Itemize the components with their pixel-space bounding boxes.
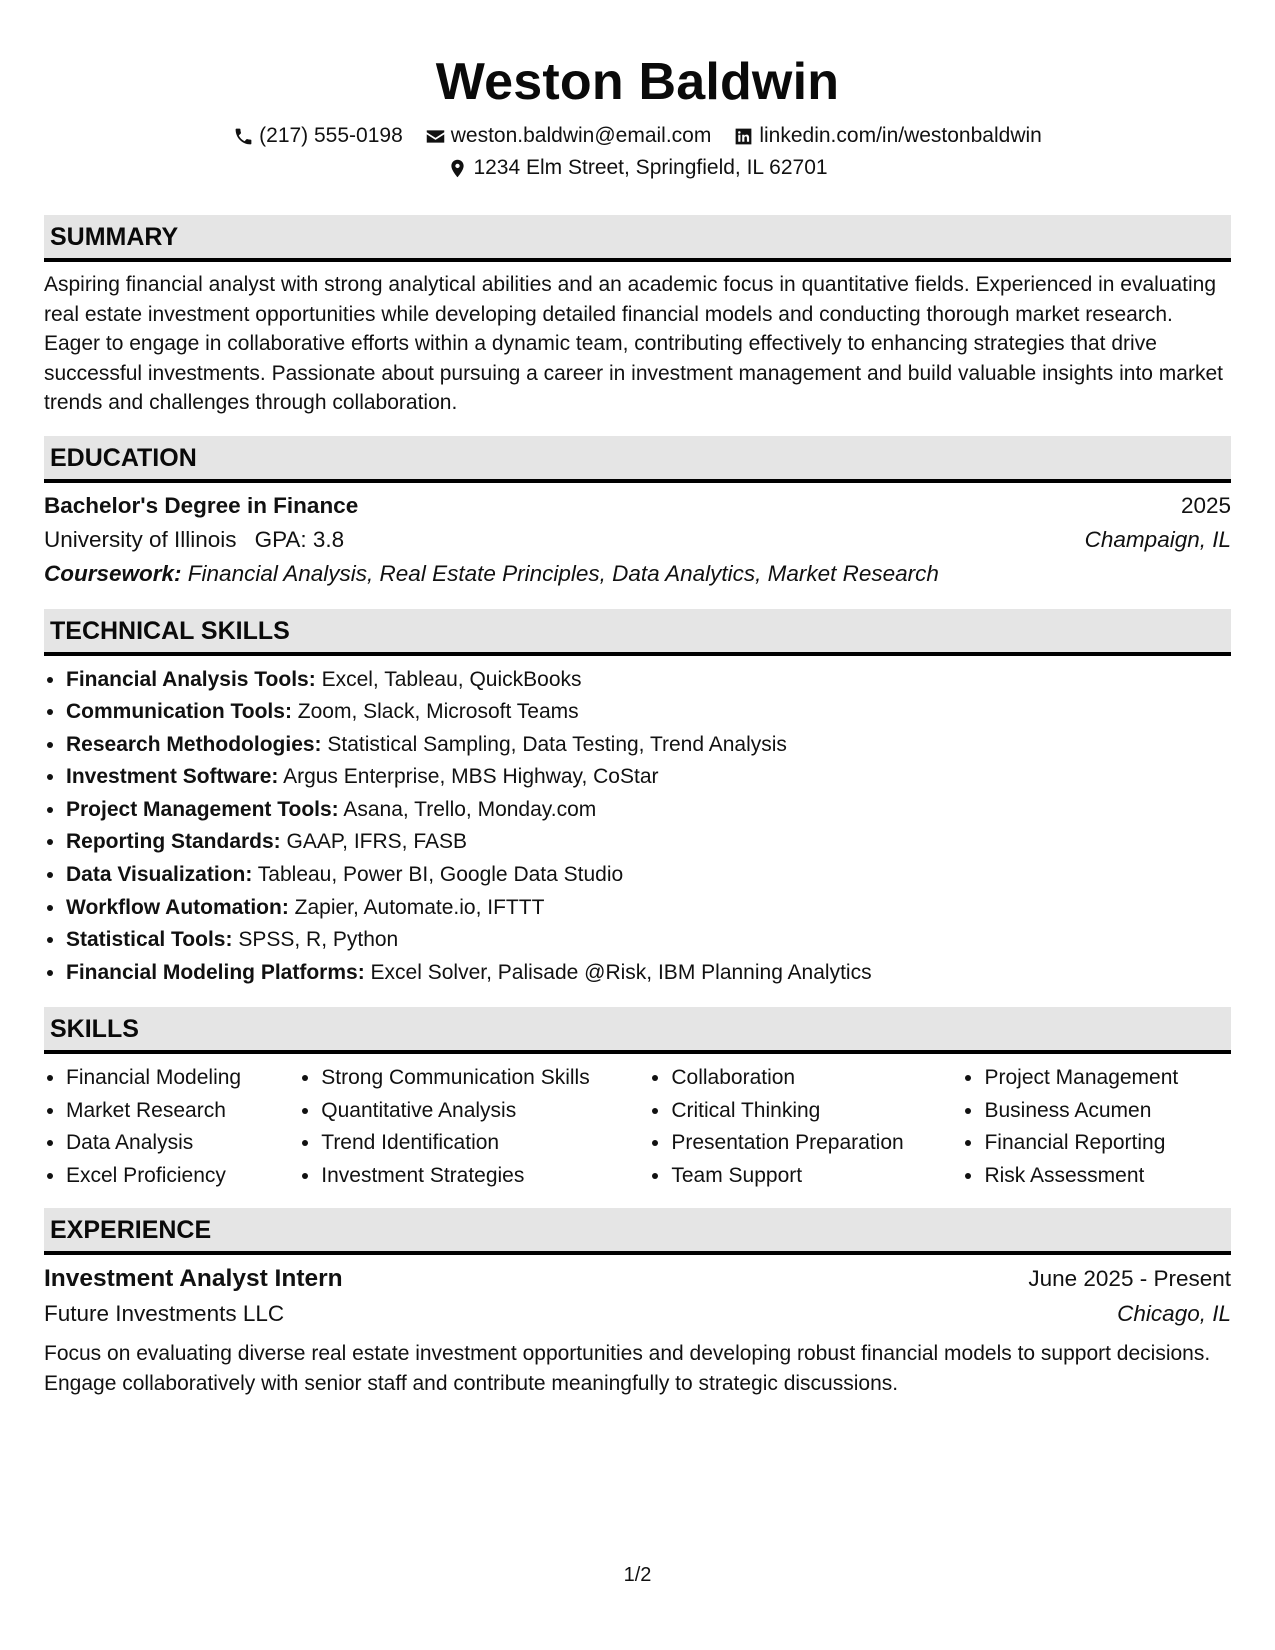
phone-text: (217) 555-0198: [259, 124, 403, 147]
candidate-name: Weston Baldwin: [435, 53, 840, 111]
contact-address: [447, 156, 827, 180]
list-item: [66, 826, 1231, 859]
school-name: University of Illinois: [44, 526, 237, 552]
list-item: [66, 761, 1231, 794]
list-item: [66, 794, 1231, 827]
gpa: GPA: 3.8: [254, 526, 345, 552]
skill-value: GAAP, IFRS, FASB: [286, 830, 468, 854]
skill-label: Statistical Tools:: [66, 928, 233, 952]
job-location: Chicago, IL: [1117, 1301, 1231, 1327]
skill-value: Zapier, Automate.io, IFTTT: [294, 895, 545, 919]
list-item: • Excel Proficiency: [66, 1160, 299, 1193]
list-item: • Risk Assessment: [984, 1160, 1231, 1193]
skills-grid: [44, 1062, 1231, 1192]
list-item: • Critical Thinking: [671, 1095, 962, 1128]
job-row-2: [44, 1301, 1231, 1327]
contact-phone: [233, 124, 403, 148]
resume-page: [44, 0, 1231, 1399]
education-row-1: [44, 493, 1231, 519]
list-item: [66, 924, 1231, 957]
skill-label: Workflow Automation:: [66, 895, 289, 919]
school-location: Champaign, IL: [1084, 526, 1231, 552]
list-item: • Strong Communication Skills: [321, 1062, 649, 1095]
coursework-list: Financial Analysis, Real Estate Principles, Data Analytics, Market Research: [187, 560, 939, 586]
skill-value: Excel Solver, Palisade @Risk, IBM Planning Analytics: [370, 960, 872, 984]
list-item: [66, 859, 1231, 892]
contact-linkedin[interactable]: [733, 124, 1042, 148]
skill-label: Financial Modeling Platforms:: [66, 960, 365, 984]
skill-label: Data Visualization:: [66, 863, 253, 887]
job-title: Investment Analyst Intern: [44, 1265, 343, 1293]
job-description: Focus on evaluating diverse real estate investment opportunities and developing robust financial models to support decisions. Engage collaboratively with senior staff and contribute meaningfully to strategic discussions.: [44, 1342, 1211, 1396]
envelope-icon: [425, 126, 446, 147]
skill-value: Zoom, Slack, Microsoft Teams: [297, 700, 579, 724]
skill-value: Excel, Tableau, QuickBooks: [321, 667, 582, 691]
skill-value: Tableau, Power BI, Google Data Studio: [257, 863, 624, 887]
skill-label: Project Management Tools:: [66, 797, 339, 821]
list-item: • Trend Identification: [321, 1127, 649, 1160]
job-company: Future Investments LLC: [44, 1301, 285, 1327]
list-item: • Presentation Preparation: [671, 1127, 962, 1160]
technical-skills-header: TECHNICAL SKILLS: [44, 609, 1231, 656]
education-header: EDUCATION: [44, 436, 1231, 483]
page-number: 1/2: [623, 1564, 652, 1586]
skills-column-4: [962, 1062, 1231, 1192]
contact-email[interactable]: [425, 124, 712, 148]
address-row: [44, 156, 1231, 180]
degree: Bachelor's Degree in Finance: [44, 492, 359, 518]
list-item: [66, 729, 1231, 762]
skill-label: Investment Software:: [66, 765, 279, 789]
list-item: • Investment Strategies: [321, 1160, 649, 1193]
list-item: • Project Management: [984, 1062, 1231, 1095]
skills-column-1: [44, 1062, 299, 1192]
school-info: [44, 527, 344, 553]
skill-value: SPSS, R, Python: [238, 928, 399, 952]
skills-header: SKILLS: [44, 1007, 1231, 1054]
list-item: [66, 957, 1231, 990]
list-item: • Financial Reporting: [984, 1127, 1231, 1160]
coursework: [44, 561, 1231, 587]
map-pin-icon: [447, 158, 468, 179]
list-item: [66, 664, 1231, 697]
skill-label: Reporting Standards:: [66, 830, 281, 854]
list-item: • Market Research: [66, 1095, 299, 1128]
education-row-2: [44, 527, 1231, 553]
summary-text: Aspiring financial analyst with strong analytical abilities and an academic focus in quantitative fields. Experienced in evaluating real estate investment opportunities while developing detailed financial models and conducting thorough market research. Eager to engage in collaborative efforts within a dynamic team, contributing effectively to enhancing strategies that drive successful investments. Passionate about pursuing a career in investment management and build valuable insights into market trends and challenges through collaboration.: [44, 273, 1223, 414]
skill-label: Communication Tools:: [66, 700, 292, 724]
linkedin-text[interactable]: linkedin.com/in/westonbaldwin: [759, 124, 1042, 147]
coursework-label: Coursework:: [44, 560, 182, 586]
list-item: [66, 892, 1231, 925]
skill-value: Statistical Sampling, Data Testing, Trend Analysis: [327, 732, 787, 756]
address-text: 1234 Elm Street, Springfield, IL 62701: [473, 156, 828, 179]
contact-row: [44, 124, 1231, 148]
job-dates: June 2025 - Present: [1028, 1266, 1231, 1292]
summary-header: SUMMARY: [44, 215, 1231, 262]
list-item: • Business Acumen: [984, 1095, 1231, 1128]
graduation-year: 2025: [1180, 492, 1231, 518]
skill-value: Argus Enterprise, MBS Highway, CoStar: [283, 765, 659, 789]
job-row-1: [44, 1265, 1231, 1293]
skills-column-2: [299, 1062, 649, 1192]
skill-label: Research Methodologies:: [66, 732, 322, 756]
linkedin-icon: [733, 126, 754, 147]
skills-column-3: [649, 1062, 962, 1192]
phone-icon: [233, 126, 254, 147]
list-item: • Quantitative Analysis: [321, 1095, 649, 1128]
list-item: • Collaboration: [671, 1062, 962, 1095]
skill-label: Financial Analysis Tools:: [66, 667, 316, 691]
email-text[interactable]: weston.baldwin@email.com: [450, 124, 712, 147]
experience-header: EXPERIENCE: [44, 1208, 1231, 1255]
skill-value: Asana, Trello, Monday.com: [343, 797, 597, 821]
list-item: • Team Support: [671, 1160, 962, 1193]
technical-skills-list: [44, 664, 1231, 990]
list-item: • Financial Modeling: [66, 1062, 299, 1095]
list-item: • Data Analysis: [66, 1127, 299, 1160]
list-item: [66, 696, 1231, 729]
